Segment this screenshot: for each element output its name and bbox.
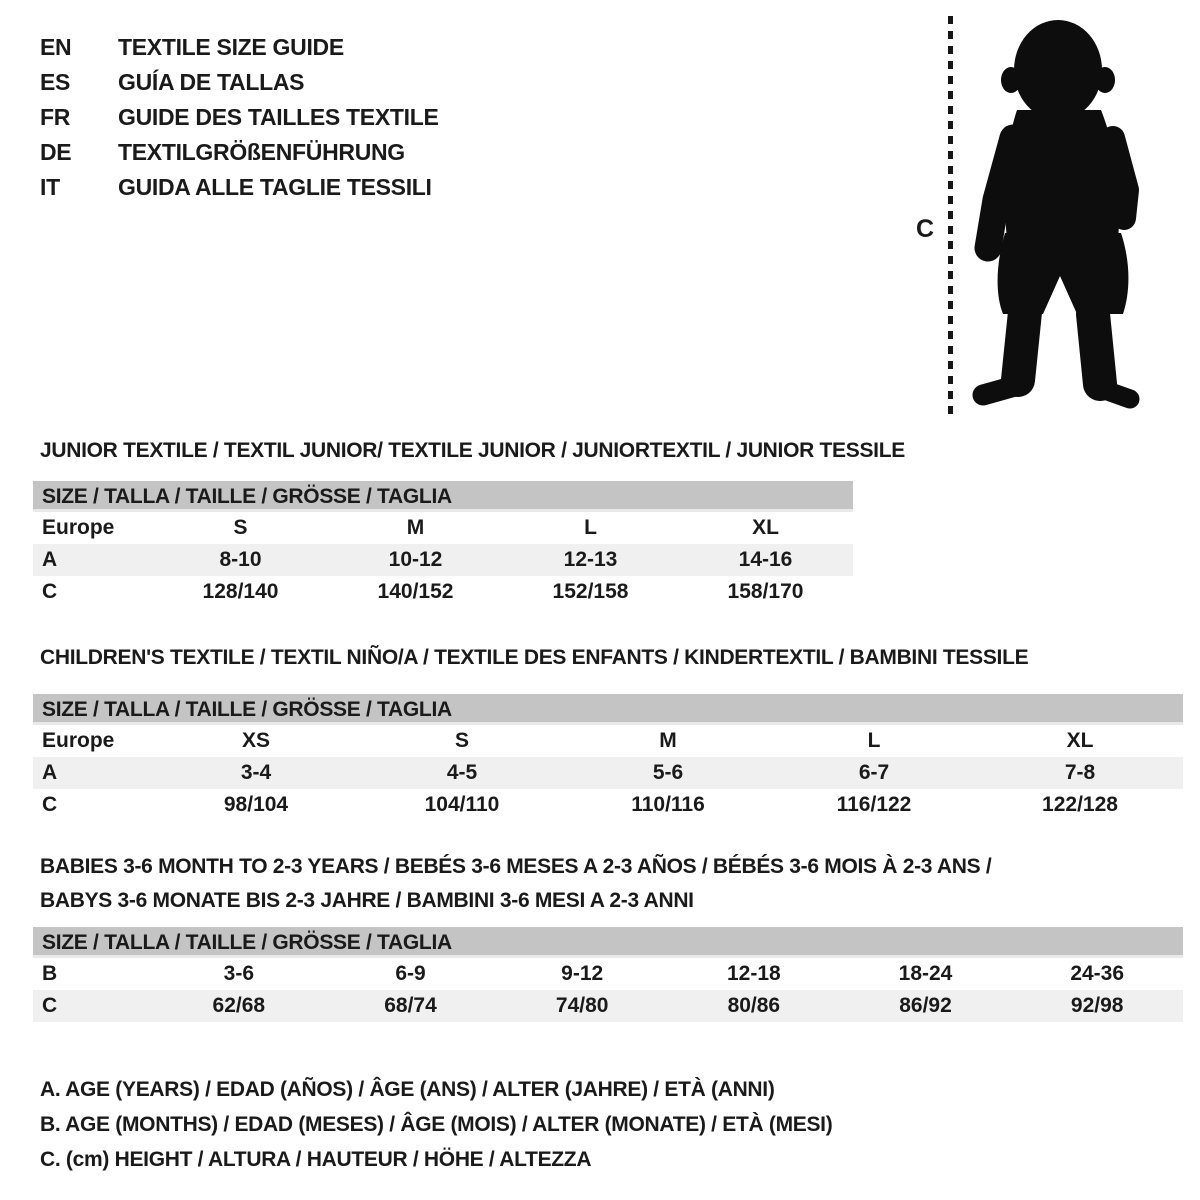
table-cell: 24-36 bbox=[1070, 962, 1125, 985]
language-code: EN bbox=[40, 34, 72, 60]
language-row bbox=[40, 170, 439, 205]
table-cell: 5-6 bbox=[652, 761, 684, 784]
section-children-title bbox=[40, 641, 1028, 675]
row-label: A bbox=[42, 548, 58, 571]
table-cell: XL bbox=[752, 516, 779, 539]
table-cell: 152/158 bbox=[552, 580, 629, 603]
table-cell: 10-12 bbox=[388, 548, 443, 571]
section-title-line: CHILDREN'S TEXTILE / TEXTIL NIÑO/A / TEXTILE DES ENFANTS / KINDERTEXTIL / BAMBINI TESSILE bbox=[40, 646, 1029, 669]
legend-line: B. AGE (MONTHS) / EDAD (MESES) / ÂGE (MOIS) / ALTER (MONATE) / ETÀ (MESI) bbox=[40, 1113, 833, 1136]
row-label: C bbox=[42, 580, 58, 603]
table-cell: 12-13 bbox=[563, 548, 618, 571]
table-cell: L bbox=[584, 516, 597, 539]
table-cell: 7-8 bbox=[1064, 761, 1096, 784]
height-dashed-line bbox=[948, 16, 953, 416]
table-row-B bbox=[33, 958, 1183, 990]
language-row bbox=[40, 135, 439, 170]
babies-size-table bbox=[33, 927, 1183, 1022]
table-cell: L bbox=[867, 729, 881, 752]
table-row-C bbox=[33, 576, 853, 608]
legend bbox=[40, 1072, 832, 1177]
language-title-list bbox=[40, 30, 439, 205]
table-header-bar: SIZE / TALLA / TAILLE / GRÖSSE / TAGLIA bbox=[33, 481, 853, 512]
table-cell: 92/98 bbox=[1070, 994, 1124, 1017]
table-cell: XL bbox=[1066, 729, 1094, 752]
children-size-table bbox=[33, 694, 1183, 821]
language-code: FR bbox=[40, 104, 71, 130]
table-cell: S bbox=[454, 729, 469, 752]
table-cell: 8-10 bbox=[219, 548, 262, 571]
section-title-line: BABIES 3-6 MONTH TO 2-3 YEARS / BEBÉS 3-6 MESES A 2-3 AÑOS / BÉBÉS 3-6 MOIS À 2-3 ANS / bbox=[40, 855, 992, 878]
legend-line: A. AGE (YEARS) / EDAD (AÑOS) / ÂGE (ANS) / ALTER (JAHRE) / ETÀ (ANNI) bbox=[40, 1078, 775, 1101]
section-title-line: BABYS 3-6 MONATE BIS 2-3 JAHRE / BAMBINI 3-6 MESI A 2-3 ANNI bbox=[40, 889, 694, 912]
table-cell: 158/170 bbox=[727, 580, 804, 603]
language-guide-title: GUÍA DE TALLAS bbox=[118, 69, 305, 95]
table-cell: 68/74 bbox=[384, 994, 437, 1017]
table-header-bar: SIZE / TALLA / TAILLE / GRÖSSE / TAGLIA bbox=[33, 927, 1183, 958]
language-guide-title: GUIDE DES TAILLES TEXTILE bbox=[118, 104, 439, 130]
table-cell: 18-24 bbox=[898, 962, 953, 985]
row-label: Europe bbox=[42, 516, 115, 539]
table-cell: 3-4 bbox=[240, 761, 272, 784]
table-cell: 122/128 bbox=[1042, 793, 1118, 816]
table-columns-row bbox=[33, 725, 1183, 757]
table-cell: 6-9 bbox=[395, 962, 426, 985]
language-row bbox=[40, 65, 439, 100]
language-guide-title: TEXTILGRÖßENFÜHRUNG bbox=[118, 139, 405, 165]
table-cell: 4-5 bbox=[446, 761, 478, 784]
table-cell: 98/104 bbox=[223, 793, 289, 816]
table-cell: 110/116 bbox=[631, 793, 705, 816]
junior-size-table bbox=[33, 481, 853, 608]
table-cell: 128/140 bbox=[202, 580, 279, 603]
table-cell: 3-6 bbox=[223, 962, 255, 985]
row-label: A bbox=[42, 761, 58, 784]
table-cell: 140/152 bbox=[377, 580, 454, 603]
table-cell: M bbox=[659, 729, 677, 752]
row-label: Europe bbox=[42, 729, 115, 752]
table-cell: 86/92 bbox=[899, 994, 952, 1017]
language-guide-title: TEXTILE SIZE GUIDE bbox=[118, 34, 344, 60]
table-cell: S bbox=[233, 516, 248, 539]
row-label: C bbox=[42, 793, 58, 816]
table-cell: 62/68 bbox=[212, 994, 266, 1017]
language-code: ES bbox=[40, 69, 71, 95]
table-cell: 12-18 bbox=[726, 962, 781, 985]
language-code: IT bbox=[40, 174, 60, 200]
table-row-C bbox=[33, 990, 1183, 1022]
table-cell: 116/122 bbox=[836, 793, 912, 816]
language-guide-title: GUIDA ALLE TAGLIE TESSILI bbox=[118, 174, 432, 200]
section-babies-title bbox=[40, 850, 991, 918]
table-cell: 74/80 bbox=[555, 994, 609, 1017]
section-junior-title bbox=[40, 434, 905, 468]
table-cell: 14-16 bbox=[738, 548, 793, 571]
row-label: B bbox=[42, 962, 58, 985]
table-row-C bbox=[33, 789, 1183, 821]
legend-line: C. (cm) HEIGHT / ALTURA / HAUTEUR / HÖHE / ALTEZZA bbox=[40, 1148, 592, 1171]
toddler-silhouette-icon bbox=[955, 18, 1145, 418]
table-row-A bbox=[33, 757, 1183, 789]
language-row bbox=[40, 30, 439, 65]
table-cell: XS bbox=[241, 729, 270, 752]
height-measure-label: C bbox=[916, 215, 935, 243]
table-header-bar: SIZE / TALLA / TAILLE / GRÖSSE / TAGLIA bbox=[33, 694, 1183, 725]
table-cell: 80/86 bbox=[727, 994, 781, 1017]
table-row-A bbox=[33, 544, 853, 576]
table-cell: 6-7 bbox=[858, 761, 890, 784]
section-title-line: JUNIOR TEXTILE / TEXTIL JUNIOR/ TEXTILE JUNIOR / JUNIORTEXTIL / JUNIOR TESSILE bbox=[40, 439, 905, 462]
row-label: C bbox=[42, 994, 58, 1017]
language-code: DE bbox=[40, 139, 72, 165]
language-row bbox=[40, 100, 439, 135]
table-cell: 9-12 bbox=[561, 962, 604, 985]
table-cell: 104/110 bbox=[424, 793, 500, 816]
table-cell: M bbox=[406, 516, 425, 539]
table-columns-row bbox=[33, 512, 853, 544]
